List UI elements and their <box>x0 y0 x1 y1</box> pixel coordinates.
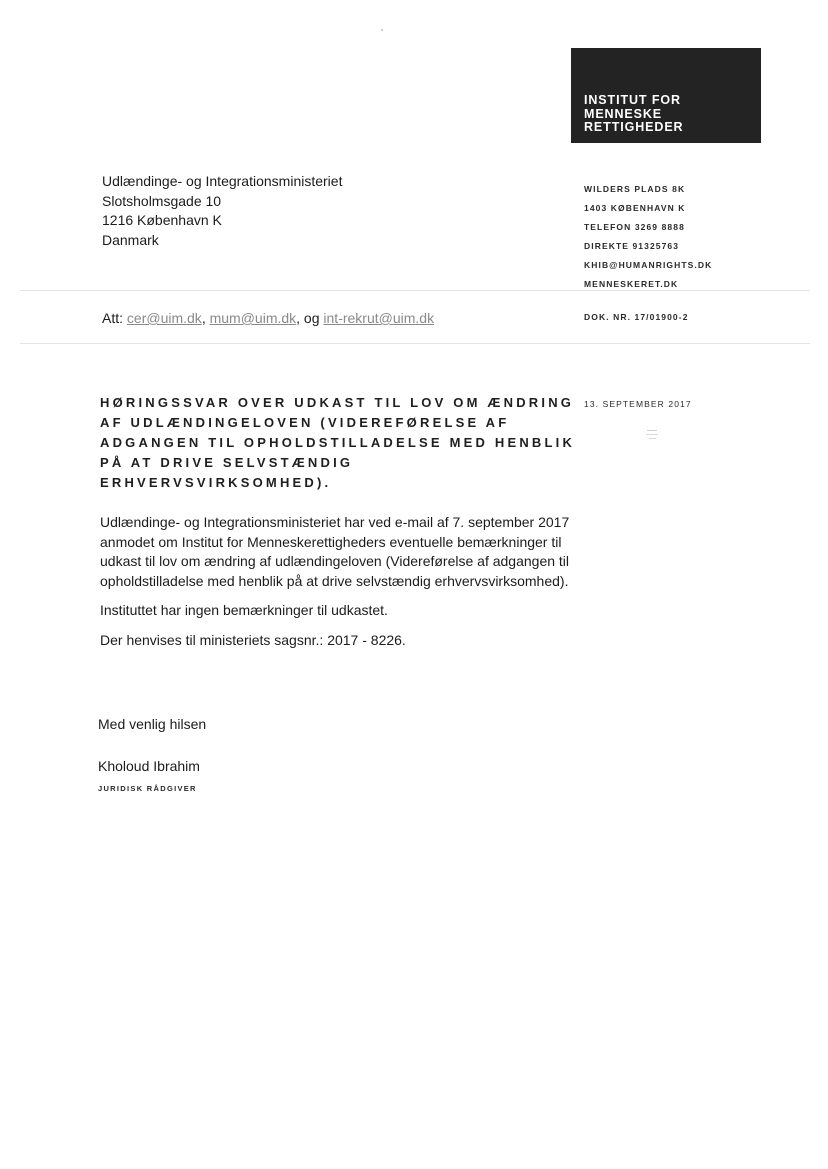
recipient-country: Danmark <box>102 231 159 248</box>
recipient-city: 1216 København K <box>102 212 222 228</box>
attention-label: Att: <box>102 310 124 326</box>
title-line: ADGANGEN TIL OPHOLDSTILLADELSE MED HENBLIK <box>100 435 576 450</box>
email-link-cer[interactable]: cer@uim.dk <box>126 310 202 326</box>
scan-speck <box>381 29 383 31</box>
recipient-name: Udlændinge- og Integrationsministeriet <box>102 173 343 189</box>
recipient-street: Slotsholmsgade 10 <box>102 192 222 209</box>
sender-direct-phone: DIREKTE 91325763 <box>584 241 680 251</box>
email-link-int-rekrut[interactable]: int-rekrut@uim.dk <box>323 310 435 326</box>
logo-line-1: INSTITUT FOR <box>584 93 681 107</box>
title-line: ERHVERVSVIRKSOMHED). <box>100 475 332 490</box>
body-paragraph: Instituttet har ingen bemærkninger til udkastet. <box>100 602 388 618</box>
body-paragraph: Udlændinge- og Integrationsministeriet har ved e-mail af 7. september 2017 anmodet om Institut for Menneskerettigheders eventuelle bemærkninger til udkast til lov om ændring af udlændingeloven (Videreførelse af adgangen til opholdstilladelse med henblik på at drive selvstændig erhvervsvirksomhed). <box>100 514 570 589</box>
title-line: PÅ AT DRIVE SELVSTÆNDIG <box>100 455 354 470</box>
sender-contact-block <box>584 180 712 294</box>
title-line: HØRINGSSVAR OVER UDKAST TIL LOV OM ÆNDRING <box>100 395 575 410</box>
faint-rule <box>20 290 810 291</box>
title-line: AF UDLÆNDINGELOVEN (VIDEREFØRELSE AF <box>100 415 510 430</box>
sender-street: WILDERS PLADS 8K <box>584 184 686 194</box>
sender-city: 1403 KØBENHAVN K <box>584 203 686 213</box>
letter-body <box>100 513 570 660</box>
sender-phone: TELEFON 3269 8888 <box>584 222 685 232</box>
attention-line <box>102 310 434 326</box>
body-paragraph: Der henvises til ministeriets sagsnr.: 2017 - 8226. <box>100 631 406 648</box>
email-link-mum[interactable]: mum@uim.dk <box>209 310 297 326</box>
letter-title <box>100 393 576 493</box>
logo-line-2: MENNESKE <box>584 106 663 121</box>
logo-line-3: RETTIGHEDER <box>584 120 684 134</box>
recipient-address <box>102 172 342 250</box>
attention-separator: , <box>201 310 206 326</box>
scan-mark-icon <box>644 428 660 442</box>
sender-email[interactable]: KHIB@HUMANRIGHTS.DK <box>584 260 713 270</box>
attention-separator-og: , og <box>296 310 320 326</box>
document-number: DOK. NR. 17/01900-2 <box>584 312 689 322</box>
closing-salutation: Med venlig hilsen <box>98 716 207 732</box>
faint-rule <box>20 343 810 344</box>
letter-date: 13. SEPTEMBER 2017 <box>584 399 692 409</box>
sender-website[interactable]: MENNESKERET.DK <box>584 279 679 289</box>
institute-logo <box>571 48 761 143</box>
signer-role: JURIDISK RÅDGIVER <box>98 784 197 793</box>
signer-name: Kholoud Ibrahim <box>98 758 200 774</box>
